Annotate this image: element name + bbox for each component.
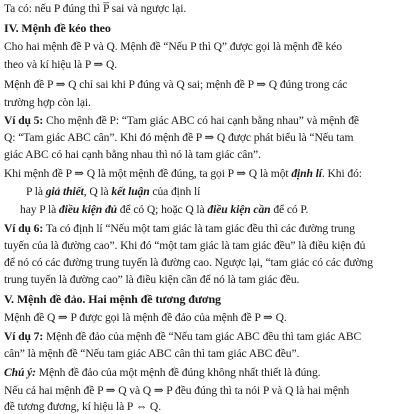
term-dieu-kien-du: điều kiện đủ <box>58 203 117 216</box>
example-label: Ví dụ 6: <box>4 222 44 235</box>
section-heading-v: V. Mệnh đề đảo. Hai mệnh đề tương đương <box>4 292 221 306</box>
example-label: Ví dụ 7: <box>4 330 44 343</box>
text-line: Nếu cả hai mệnh đề P ⇒ Q và Q ⇒ P đều đúng thì ta nói P và Q là hai mệnh <box>4 384 350 397</box>
text-line: Ta có: nếu P đúng thì P̅ sai và ngược lại. <box>4 2 187 15</box>
text-line: Q: “Tam giác ABC cân”. Khi đó mệnh đề P ⇒ Q được phát biểu là “Nếu tam <box>4 131 354 144</box>
text-line: Cho hai mệnh đề P và Q. Mệnh đề “Nếu P thì Q” được gọi là mệnh đề kéo <box>4 40 342 53</box>
text-line: Mệnh đề P ⇒ Q chỉ sai khi P đúng và Q sai; mệnh đề P ⇒ Q đúng trong các <box>4 78 348 91</box>
text-line: để nó có các đường trung tuyến là đường cao. Ngược lại, “tam giác có các đường <box>4 256 373 269</box>
text-line: P là giả thiết, Q là kết luận của định lí <box>26 185 201 198</box>
text-line: đề tương đương, kí hiệu là P ⇔ Q. <box>4 400 161 413</box>
example-6-line: Ví dụ 6: Ta có định lí “Nếu một tam giác là tam giác đều thì các đường trung <box>4 222 355 235</box>
text-line: trung tuyến là đường cao” là điều kiện cần để nó là tam giác đều. <box>4 273 300 286</box>
text-line: Khi mệnh đề P ⇒ Q là một mệnh đề đúng, ta gọi P ⇒ Q là một định lí. Khi đó: <box>4 167 362 180</box>
example-5-line: Ví dụ 5: Cho mệnh đề P: “Tam giác ABC có hai cạnh bằng nhau” và mệnh đề <box>4 114 359 127</box>
term-gia-thiet: giả thiết <box>45 185 84 198</box>
section-heading-iv: IV. Mệnh đề kéo theo <box>4 21 111 35</box>
example-label: Ví dụ 5: <box>4 114 44 127</box>
text-line: giác ABC có hai cạnh bằng nhau thì nó là tam giác cân”. <box>4 148 261 161</box>
term-dieu-kien-can: điều kiện cần <box>207 203 271 216</box>
text-line: cân” là mệnh đề “Nếu tam giác ABC cân thì tam giác ABC đều”. <box>4 347 300 360</box>
text-line: tuyến của là đường cao”. Khi đó “một tam giác là tam giác đều” là điều kiện đủ <box>4 239 366 252</box>
term-dinh-li: định lí <box>291 167 322 180</box>
example-7-line: Ví dụ 7: Mệnh đề đảo của mệnh đề “Nếu tam giác ABC đều thì tam giác ABC <box>4 330 362 343</box>
text-line: Mệnh đề Q ⇒ P được gọi là mệnh đề đảo của mệnh đề P ⇒ Q. <box>4 311 287 324</box>
text-line: theo và kí hiệu là P ⇒ Q. <box>4 58 118 71</box>
note-label: Chú ý: <box>4 366 36 379</box>
text-line: hay P là điều kiện đủ để có Q; hoặc Q là điều kiện cần để có P. <box>20 203 309 216</box>
text-line: trường hợp còn lại. <box>4 96 91 109</box>
note-line: Chú ý: Mệnh đề đảo của một mệnh đề đúng không nhất thiết là đúng. <box>4 366 321 379</box>
term-ket-luan: kết luận <box>111 185 150 198</box>
